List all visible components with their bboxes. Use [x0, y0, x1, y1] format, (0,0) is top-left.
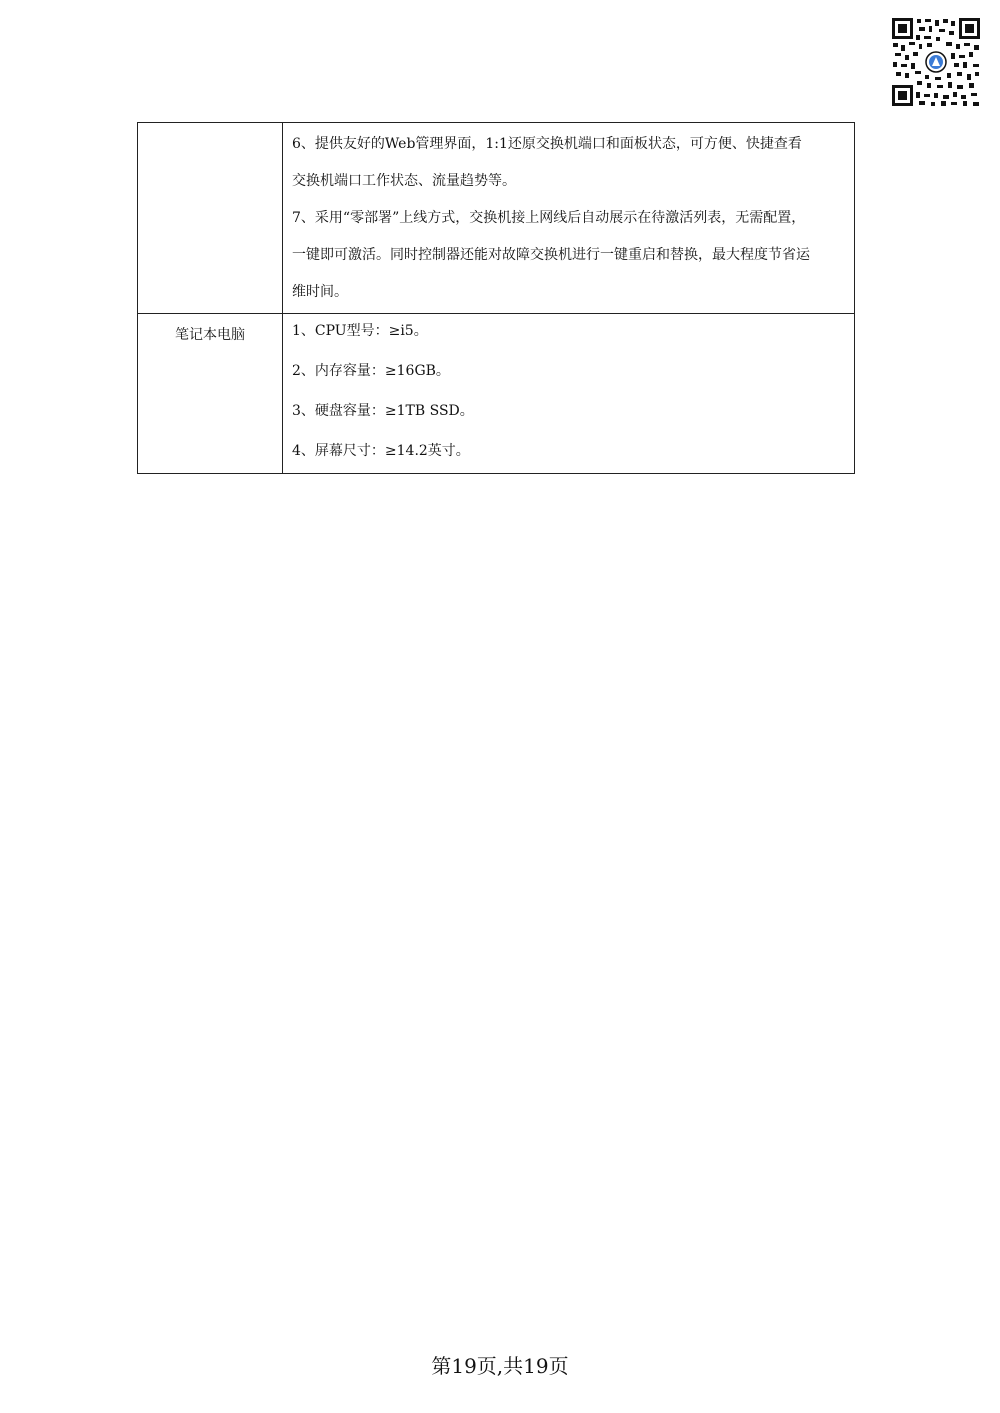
- spec-line: 交换机端口工作状态、流量趋势等。: [292, 173, 516, 189]
- spec-line: 1、CPU型号：≥i5。: [292, 323, 428, 339]
- spec-table: [137, 122, 855, 474]
- table-row: [138, 123, 855, 314]
- item-name-cell: [138, 123, 283, 314]
- spec-line: 一键即可激活。同时控制器还能对故障交换机进行一键重启和替换，最大程度节省运: [292, 247, 810, 263]
- qr-code-image: [891, 17, 981, 107]
- spec-line: 3、硬盘容量：≥1TB SSD。: [292, 403, 474, 419]
- spec-line: 2、内存容量：≥16GB。: [292, 363, 450, 379]
- page-number: 第19页,共19页: [431, 1354, 569, 1378]
- spec-cell: [283, 123, 855, 314]
- item-name-cell: 笔记本电脑: [138, 314, 283, 474]
- spec-cell: [283, 314, 855, 474]
- spec-line: 4、屏幕尺寸：≥14.2英寸。: [292, 443, 470, 459]
- spec-line: 6、提供友好的Web管理界面，1:1还原交换机端口和面板状态，可方便、快捷查看: [292, 136, 802, 152]
- table-row: [138, 314, 855, 474]
- spec-line: 维时间。: [292, 284, 348, 300]
- spec-line: 7、采用“零部署”上线方式，交换机接上网线后自动展示在待激活列表，无需配置，: [292, 210, 806, 226]
